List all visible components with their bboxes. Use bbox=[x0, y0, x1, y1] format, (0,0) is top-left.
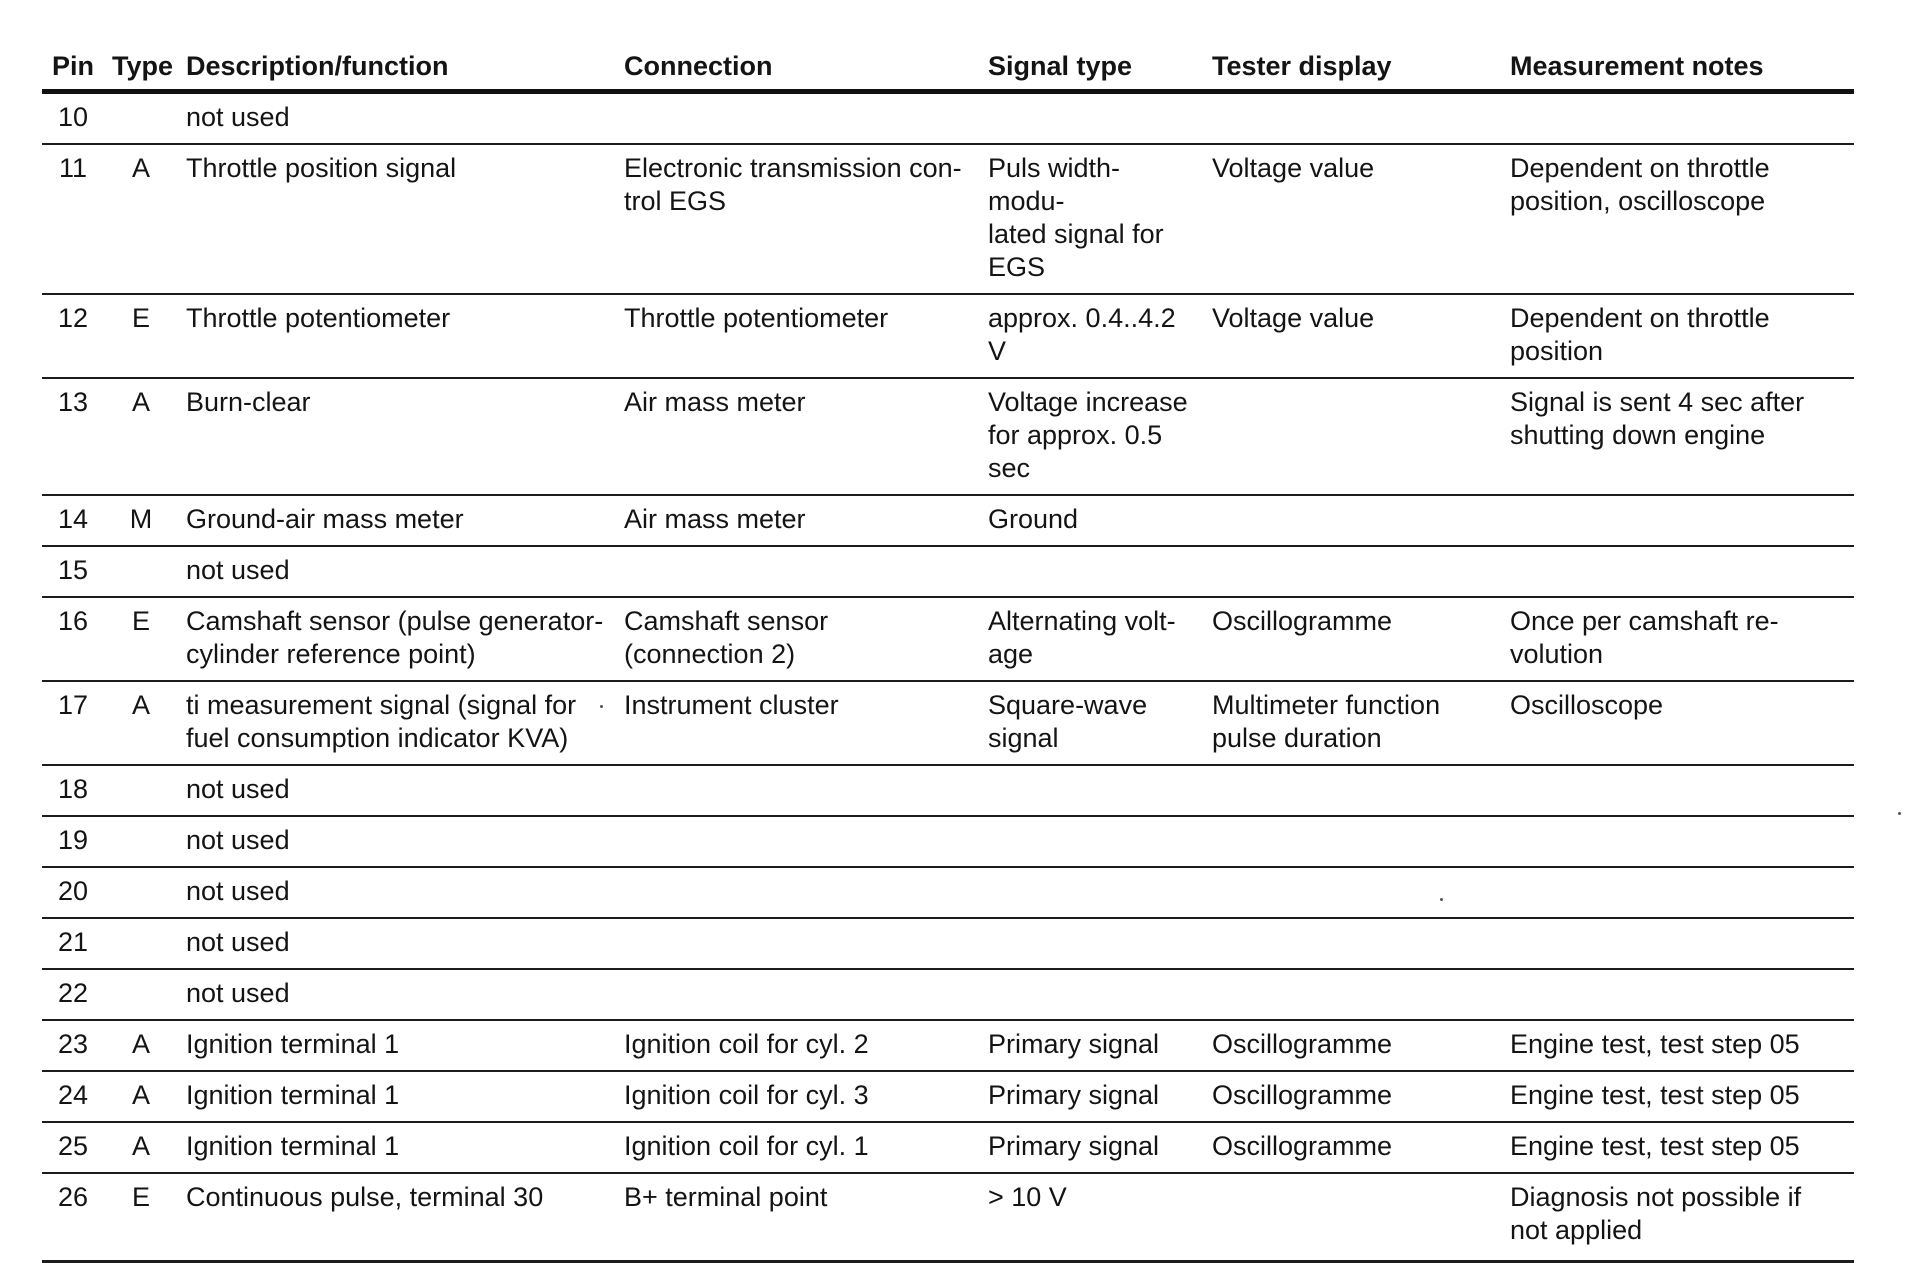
cell-description: Ground-air mass meter bbox=[178, 495, 616, 546]
cell-type: A bbox=[104, 378, 178, 495]
cell-type: A bbox=[104, 1071, 178, 1122]
cell-pin: 26 bbox=[42, 1173, 104, 1262]
cell-signal-type bbox=[980, 765, 1204, 816]
cell-signal-type: approx. 0.4..4.2 V bbox=[980, 294, 1204, 378]
cell-connection bbox=[616, 918, 980, 969]
cell-type: A bbox=[104, 1020, 178, 1071]
cell-pin: 12 bbox=[42, 294, 104, 378]
cell-signal-type: Primary signal bbox=[980, 1122, 1204, 1173]
cell-signal-type bbox=[980, 546, 1204, 597]
table-body bbox=[42, 92, 1854, 1262]
cell-type: E bbox=[104, 597, 178, 681]
table-row bbox=[42, 1020, 1854, 1071]
scan-speck bbox=[600, 705, 603, 708]
cell-pin: 23 bbox=[42, 1020, 104, 1071]
cell-type bbox=[104, 918, 178, 969]
cell-description: Throttle position signal bbox=[178, 144, 616, 294]
cell-connection bbox=[616, 546, 980, 597]
cell-description: Camshaft sensor (pulse generator- cylinder reference point) bbox=[178, 597, 616, 681]
table-row bbox=[42, 597, 1854, 681]
table-row bbox=[42, 816, 1854, 867]
cell-type bbox=[104, 546, 178, 597]
cell-tester-display bbox=[1204, 867, 1502, 918]
cell-signal-type bbox=[980, 918, 1204, 969]
header-connection: Connection bbox=[616, 40, 980, 92]
table-row bbox=[42, 495, 1854, 546]
table-row bbox=[42, 969, 1854, 1020]
cell-pin: 10 bbox=[42, 92, 104, 145]
cell-connection bbox=[616, 816, 980, 867]
header-tester-display: Tester display bbox=[1204, 40, 1502, 92]
cell-description: Ignition terminal 1 bbox=[178, 1020, 616, 1071]
cell-description: not used bbox=[178, 765, 616, 816]
cell-connection: Ignition coil for cyl. 2 bbox=[616, 1020, 980, 1071]
scan-speck bbox=[1898, 812, 1901, 815]
cell-description: not used bbox=[178, 92, 616, 145]
cell-connection bbox=[616, 867, 980, 918]
cell-signal-type: Alternating volt- age bbox=[980, 597, 1204, 681]
cell-measurement-notes: Once per camshaft re- volution bbox=[1502, 597, 1854, 681]
cell-signal-type: Square-wave signal bbox=[980, 681, 1204, 765]
cell-measurement-notes: Dependent on throttle position, oscilloscope bbox=[1502, 144, 1854, 294]
cell-tester-display: Oscillogramme bbox=[1204, 597, 1502, 681]
cell-signal-type bbox=[980, 969, 1204, 1020]
cell-pin: 20 bbox=[42, 867, 104, 918]
cell-tester-display: Multimeter function pulse duration bbox=[1204, 681, 1502, 765]
cell-tester-display: Oscillogramme bbox=[1204, 1071, 1502, 1122]
cell-description: not used bbox=[178, 969, 616, 1020]
cell-measurement-notes bbox=[1502, 918, 1854, 969]
cell-pin: 13 bbox=[42, 378, 104, 495]
header-measurement-notes: Measurement notes bbox=[1502, 40, 1854, 92]
cell-tester-display bbox=[1204, 378, 1502, 495]
cell-tester-display bbox=[1204, 546, 1502, 597]
cell-measurement-notes bbox=[1502, 546, 1854, 597]
cell-description: Throttle potentiometer bbox=[178, 294, 616, 378]
cell-connection: Instrument cluster bbox=[616, 681, 980, 765]
cell-measurement-notes: Engine test, test step 05 bbox=[1502, 1020, 1854, 1071]
cell-connection: Electronic transmission con- trol EGS bbox=[616, 144, 980, 294]
table-row bbox=[42, 92, 1854, 145]
scan-speck bbox=[1440, 898, 1443, 901]
cell-type bbox=[104, 867, 178, 918]
cell-type bbox=[104, 816, 178, 867]
cell-signal-type: Puls width-modu- lated signal for EGS bbox=[980, 144, 1204, 294]
cell-description: not used bbox=[178, 816, 616, 867]
cell-tester-display: Oscillogramme bbox=[1204, 1020, 1502, 1071]
cell-type: A bbox=[104, 1122, 178, 1173]
cell-tester-display bbox=[1204, 495, 1502, 546]
cell-pin: 11 bbox=[42, 144, 104, 294]
table-row bbox=[42, 294, 1854, 378]
cell-measurement-notes: Dependent on throttle position bbox=[1502, 294, 1854, 378]
cell-type: A bbox=[104, 144, 178, 294]
cell-type: E bbox=[104, 1173, 178, 1262]
cell-pin: 16 bbox=[42, 597, 104, 681]
cell-type: M bbox=[104, 495, 178, 546]
header-signal-type: Signal type bbox=[980, 40, 1204, 92]
table-row bbox=[42, 1173, 1854, 1262]
cell-type bbox=[104, 765, 178, 816]
cell-tester-display: Voltage value bbox=[1204, 294, 1502, 378]
cell-tester-display bbox=[1204, 816, 1502, 867]
cell-measurement-notes bbox=[1502, 969, 1854, 1020]
cell-description: Continuous pulse, terminal 30 bbox=[178, 1173, 616, 1262]
cell-description: ti measurement signal (signal for fuel consumption indicator KVA) bbox=[178, 681, 616, 765]
cell-signal-type: Ground bbox=[980, 495, 1204, 546]
cell-signal-type: > 10 V bbox=[980, 1173, 1204, 1262]
cell-pin: 21 bbox=[42, 918, 104, 969]
cell-connection bbox=[616, 765, 980, 816]
table-row bbox=[42, 144, 1854, 294]
cell-connection bbox=[616, 92, 980, 145]
cell-description: Ignition terminal 1 bbox=[178, 1071, 616, 1122]
table-row bbox=[42, 1071, 1854, 1122]
header-description: Description/function bbox=[178, 40, 616, 92]
table-row bbox=[42, 918, 1854, 969]
cell-tester-display: Oscillogramme bbox=[1204, 1122, 1502, 1173]
cell-connection: Ignition coil for cyl. 1 bbox=[616, 1122, 980, 1173]
cell-type bbox=[104, 969, 178, 1020]
cell-connection: Throttle potentiometer bbox=[616, 294, 980, 378]
cell-signal-type bbox=[980, 867, 1204, 918]
header-row bbox=[42, 40, 1854, 92]
cell-measurement-notes: Oscilloscope bbox=[1502, 681, 1854, 765]
cell-pin: 24 bbox=[42, 1071, 104, 1122]
table-row bbox=[42, 867, 1854, 918]
cell-measurement-notes: Diagnosis not possible if not applied bbox=[1502, 1173, 1854, 1262]
cell-pin: 19 bbox=[42, 816, 104, 867]
cell-signal-type bbox=[980, 816, 1204, 867]
table-row bbox=[42, 378, 1854, 495]
header-pin: Pin bbox=[42, 40, 104, 92]
cell-pin: 18 bbox=[42, 765, 104, 816]
cell-description: Burn-clear bbox=[178, 378, 616, 495]
cell-measurement-notes: Signal is sent 4 sec after shutting down engine bbox=[1502, 378, 1854, 495]
cell-tester-display bbox=[1204, 969, 1502, 1020]
cell-signal-type: Voltage increase for approx. 0.5 sec bbox=[980, 378, 1204, 495]
table-row bbox=[42, 1122, 1854, 1173]
cell-measurement-notes bbox=[1502, 816, 1854, 867]
cell-pin: 17 bbox=[42, 681, 104, 765]
table-row bbox=[42, 546, 1854, 597]
header-type: Type bbox=[104, 40, 178, 92]
cell-tester-display: Voltage value bbox=[1204, 144, 1502, 294]
cell-measurement-notes bbox=[1502, 765, 1854, 816]
cell-signal-type: Primary signal bbox=[980, 1071, 1204, 1122]
cell-description: not used bbox=[178, 546, 616, 597]
cell-pin: 14 bbox=[42, 495, 104, 546]
cell-connection: Air mass meter bbox=[616, 378, 980, 495]
cell-description: not used bbox=[178, 918, 616, 969]
cell-tester-display bbox=[1204, 918, 1502, 969]
cell-connection: Air mass meter bbox=[616, 495, 980, 546]
cell-connection bbox=[616, 969, 980, 1020]
cell-type: E bbox=[104, 294, 178, 378]
cell-tester-display bbox=[1204, 765, 1502, 816]
cell-measurement-notes bbox=[1502, 867, 1854, 918]
cell-connection: B+ terminal point bbox=[616, 1173, 980, 1262]
cell-measurement-notes bbox=[1502, 495, 1854, 546]
cell-description: Ignition terminal 1 bbox=[178, 1122, 616, 1173]
cell-pin: 22 bbox=[42, 969, 104, 1020]
cell-measurement-notes: Engine test, test step 05 bbox=[1502, 1071, 1854, 1122]
table-row bbox=[42, 765, 1854, 816]
cell-tester-display bbox=[1204, 92, 1502, 145]
cell-signal-type bbox=[980, 92, 1204, 145]
cell-type bbox=[104, 92, 178, 145]
cell-signal-type: Primary signal bbox=[980, 1020, 1204, 1071]
cell-tester-display bbox=[1204, 1173, 1502, 1262]
pin-assignment-table bbox=[42, 40, 1854, 1263]
cell-pin: 25 bbox=[42, 1122, 104, 1173]
table-row bbox=[42, 681, 1854, 765]
cell-pin: 15 bbox=[42, 546, 104, 597]
cell-connection: Camshaft sensor (connection 2) bbox=[616, 597, 980, 681]
cell-description: not used bbox=[178, 867, 616, 918]
cell-measurement-notes bbox=[1502, 92, 1854, 145]
cell-type: A bbox=[104, 681, 178, 765]
cell-connection: Ignition coil for cyl. 3 bbox=[616, 1071, 980, 1122]
cell-measurement-notes: Engine test, test step 05 bbox=[1502, 1122, 1854, 1173]
